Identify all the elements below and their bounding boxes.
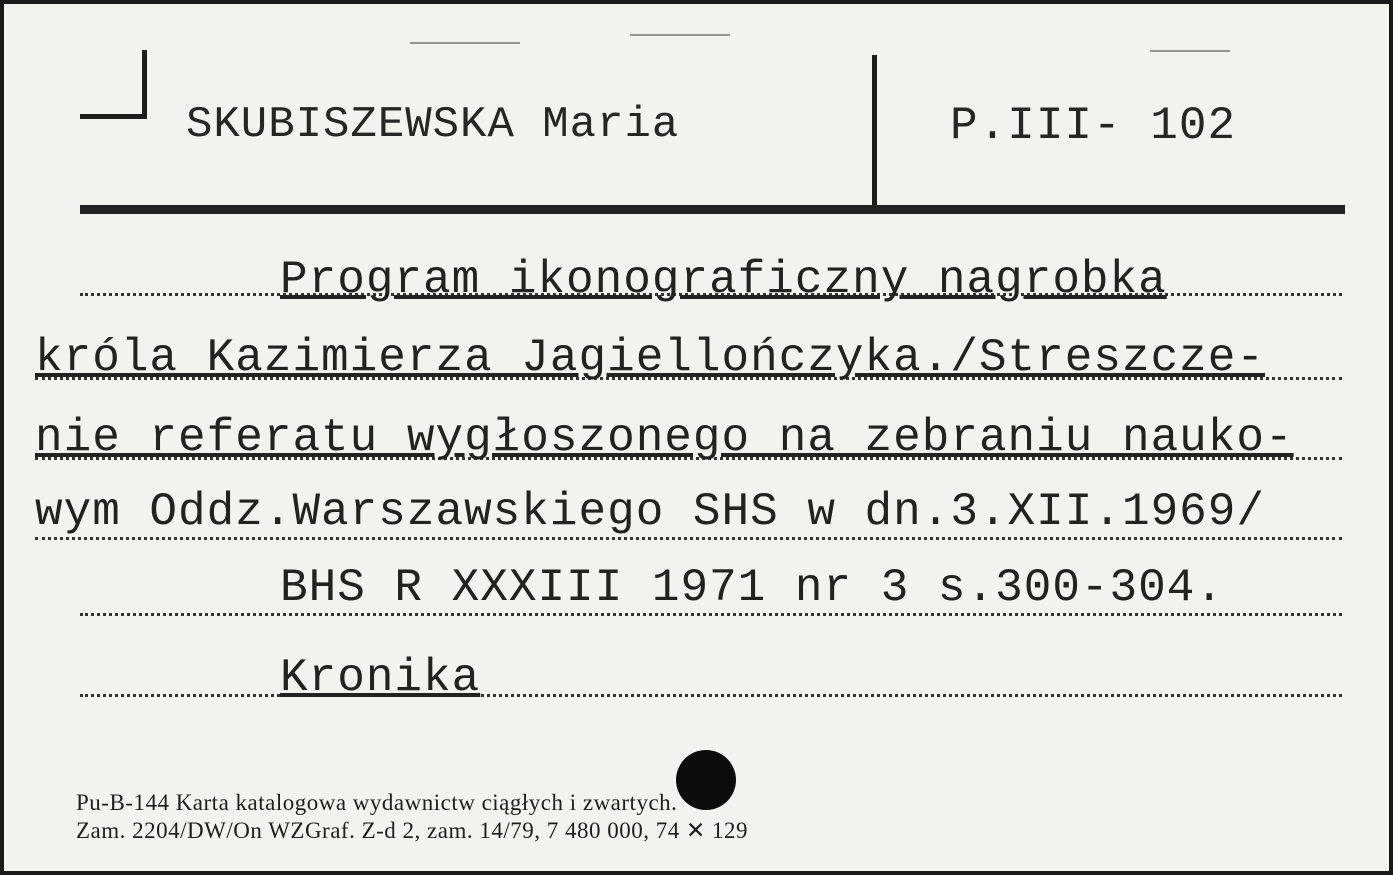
author-name: SKUBISZEWSKA Maria xyxy=(186,100,680,150)
title-line-3: nie referatu wygłoszonego na zebraniu nauko- xyxy=(35,412,1294,464)
header-rule xyxy=(80,205,1345,214)
print-speck xyxy=(630,34,730,36)
footer-line-2: Zam. 2204/DW/On WZGraf. Z-d 2, zam. 14/79, 7 480 000, 74 ✕ 129 xyxy=(76,818,749,843)
corner-mark-horizontal xyxy=(80,114,147,119)
print-speck xyxy=(1150,50,1230,52)
print-speck xyxy=(410,42,520,44)
corner-mark-vertical xyxy=(142,50,147,118)
header-separator xyxy=(872,55,877,205)
footer-line-1: Pu-B-144 Karta katalogowa wydawnictw ciągłych i zwartych. xyxy=(76,790,678,815)
title-line-4: wym Oddz.Warszawskiego SHS w dn.3.XII.1969/ xyxy=(35,486,1265,538)
ruled-line xyxy=(80,694,1342,697)
title-line-2: króla Kazimierza Jagiellończyka./Streszcze- xyxy=(35,332,1265,384)
section-label: Kronika xyxy=(280,652,481,704)
source-line: BHS R XXXIII 1971 nr 3 s.300-304. xyxy=(280,562,1224,614)
title-line-1: Program ikonograficzny nagrobka xyxy=(280,254,1167,306)
punch-hole xyxy=(676,750,736,810)
shelfmark: P.III- 102 xyxy=(950,100,1237,152)
